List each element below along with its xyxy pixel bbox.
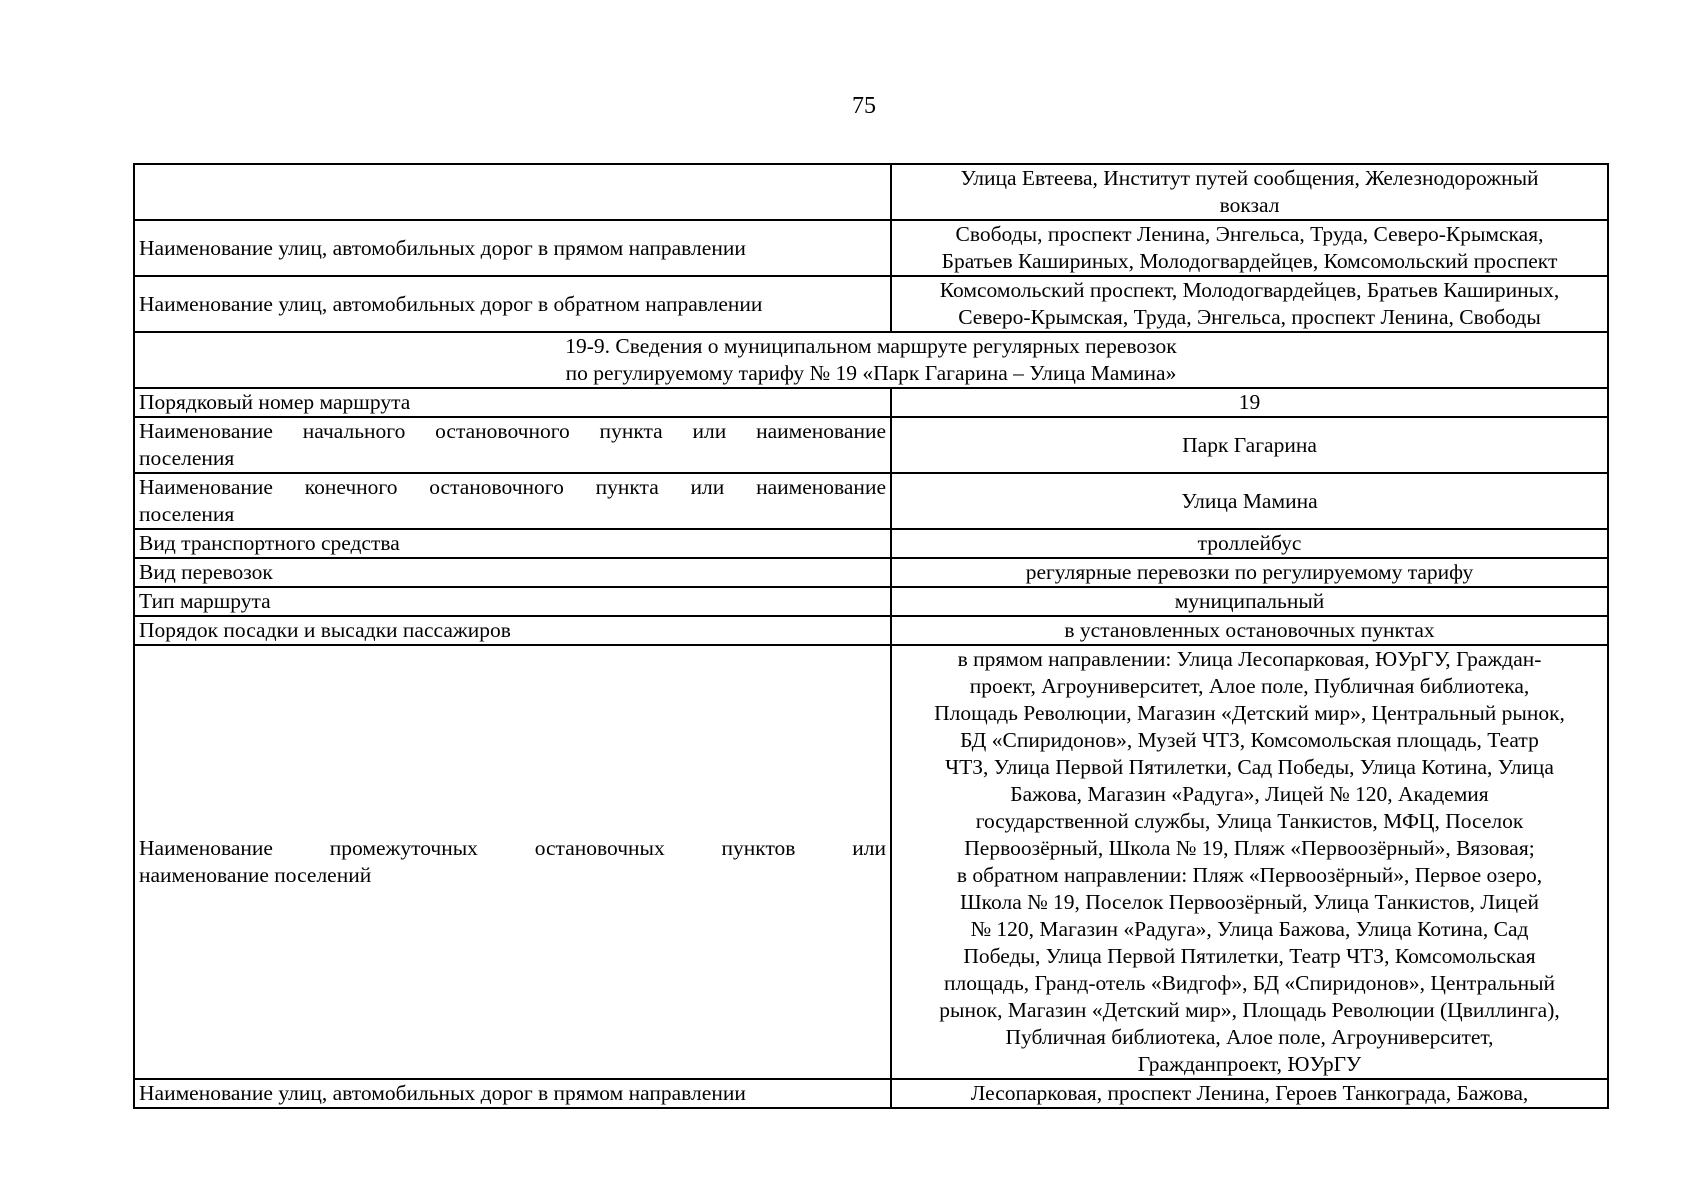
stops-line: государственной службы, Улица Танкистов, МФЦ, Поселок (975, 809, 1524, 833)
start-point-value: Парк Гагарина (891, 417, 1608, 473)
table-row (134, 164, 1608, 220)
stops-line: № 120, Магазин «Радуга», Улица Бажова, Улица Котина, Сад (970, 917, 1529, 941)
vehicle-type-value: троллейбус (891, 529, 1608, 558)
page-number: 75 (852, 93, 876, 119)
route-number-value: 19 (891, 388, 1608, 417)
stops-line: рынок, Магазин «Детский мир», Площадь Революции (Цвиллинга), (939, 998, 1560, 1022)
table-row (134, 587, 1608, 616)
table-row (134, 616, 1608, 645)
table-row (134, 645, 1608, 1079)
table-row (134, 529, 1608, 558)
table-row (134, 276, 1608, 332)
transport-kind-value: регулярные перевозки по регулируемому тарифу (891, 558, 1608, 587)
row-label-streets-backward: Наименование улиц, автомобильных дорог в обратном направлении (134, 276, 891, 332)
route-type-label: Тип маршрута (134, 587, 891, 616)
row-label-streets-forward: Наименование улиц, автомобильных дорог в прямом направлении (134, 220, 891, 276)
table-row (134, 220, 1608, 276)
section-header-row (134, 332, 1608, 388)
route-number-label: Порядковый номер маршрута (134, 388, 891, 417)
stops-line: Школа № 19, Поселок Первоозёрный, Улица Танкистов, Лицей (959, 890, 1540, 914)
end-point-label (134, 473, 891, 529)
boarding-order-value: в установленных остановочных пунктах (891, 616, 1608, 645)
stops-line: Площадь Революции, Магазин «Детский мир», Центральный рынок, (934, 701, 1565, 725)
stops-line: в прямом направлении: Улица Лесопарковая, ЮУрГУ, Граждан- (957, 647, 1542, 671)
value-line: вокзал (1219, 193, 1280, 217)
table-row (134, 388, 1608, 417)
row-value (891, 220, 1608, 276)
label-tail: поселения (139, 446, 235, 470)
label-text: Наименование промежуточных остановочных пунктов или (139, 836, 886, 860)
table-row (134, 473, 1608, 529)
stops-line: Первоозёрный, Школа № 19, Пляж «Первоозёрный», Вязовая; (964, 836, 1535, 860)
value-line: Братьев Кашириных, Молодогвардейцев, Комсомольский проспект (941, 249, 1558, 273)
stops-line: Публичная библиотека, Алое поле, Агроуниверситет, (1005, 1025, 1494, 1049)
section-title (134, 332, 1608, 388)
table-row (134, 1079, 1608, 1108)
stops-line: в обратном направлении: Пляж «Первоозёрный», Первое озеро, (956, 863, 1543, 887)
stops-line: ЧТЗ, Улица Первой Пятилетки, Сад Победы, Улица Котина, Улица (945, 755, 1554, 779)
table-row (134, 417, 1608, 473)
stops-line: Победы, Улица Первой Пятилетки, Театр ЧТЗ, Комсомольская (963, 944, 1536, 968)
stops-line: Гражданпроект, ЮУрГУ (1137, 1052, 1362, 1076)
label-tail: наименование поселений (139, 863, 372, 887)
streets-forward-value: Лесопарковая, проспект Ленина, Героев Танкограда, Бажова, (891, 1079, 1608, 1108)
row-label (134, 164, 891, 220)
route-type-value: муниципальный (891, 587, 1608, 616)
row-value (891, 164, 1608, 220)
stops-line: проект, Агроуниверситет, Алое поле, Публичная библиотека, (969, 674, 1530, 698)
end-point-value: Улица Мамина (891, 473, 1608, 529)
label-text: Наименование конечного остановочного пункта или наименование (139, 475, 886, 499)
route-info-table (133, 163, 1609, 1109)
streets-forward-label: Наименование улиц, автомобильных дорог в прямом направлении (134, 1079, 891, 1108)
section-title-line: 19-9. Сведения о муниципальном маршруте регулярных перевозок (565, 334, 1177, 358)
table-row (134, 558, 1608, 587)
transport-kind-label: Вид перевозок (134, 558, 891, 587)
section-title-line: по регулируемому тарифу № 19 «Парк Гагарина – Улица Мамина» (565, 361, 1177, 385)
stops-line: БД «Спиридонов», Музей ЧТЗ, Комсомольская площадь, Театр (960, 728, 1539, 752)
value-line: Северо-Крымская, Труда, Энгельса, проспект Ленина, Свободы (958, 305, 1541, 329)
label-text: Наименование начального остановочного пункта или наименование (139, 419, 886, 443)
stops-line: площадь, Гранд-отель «Видгоф», БД «Спиридонов», Центральный (943, 971, 1556, 995)
row-value (891, 276, 1608, 332)
stops-line: Бажова, Магазин «Радуга», Лицей № 120, Академия (1010, 782, 1489, 806)
value-line: Свободы, проспект Ленина, Энгельса, Труда, Северо-Крымская, (955, 222, 1544, 246)
start-point-label (134, 417, 891, 473)
boarding-order-label: Порядок посадки и высадки пассажиров (134, 616, 891, 645)
value-line: Комсомольский проспект, Молодогвардейцев, Братьев Кашириных, (939, 278, 1560, 302)
intermediate-stops-value (891, 645, 1608, 1079)
value-line: Улица Евтеева, Институт путей сообщения, Железнодорожный (960, 166, 1539, 190)
vehicle-type-label: Вид транспортного средства (134, 529, 891, 558)
intermediate-stops-label (134, 645, 891, 1079)
label-tail: поселения (139, 502, 235, 526)
